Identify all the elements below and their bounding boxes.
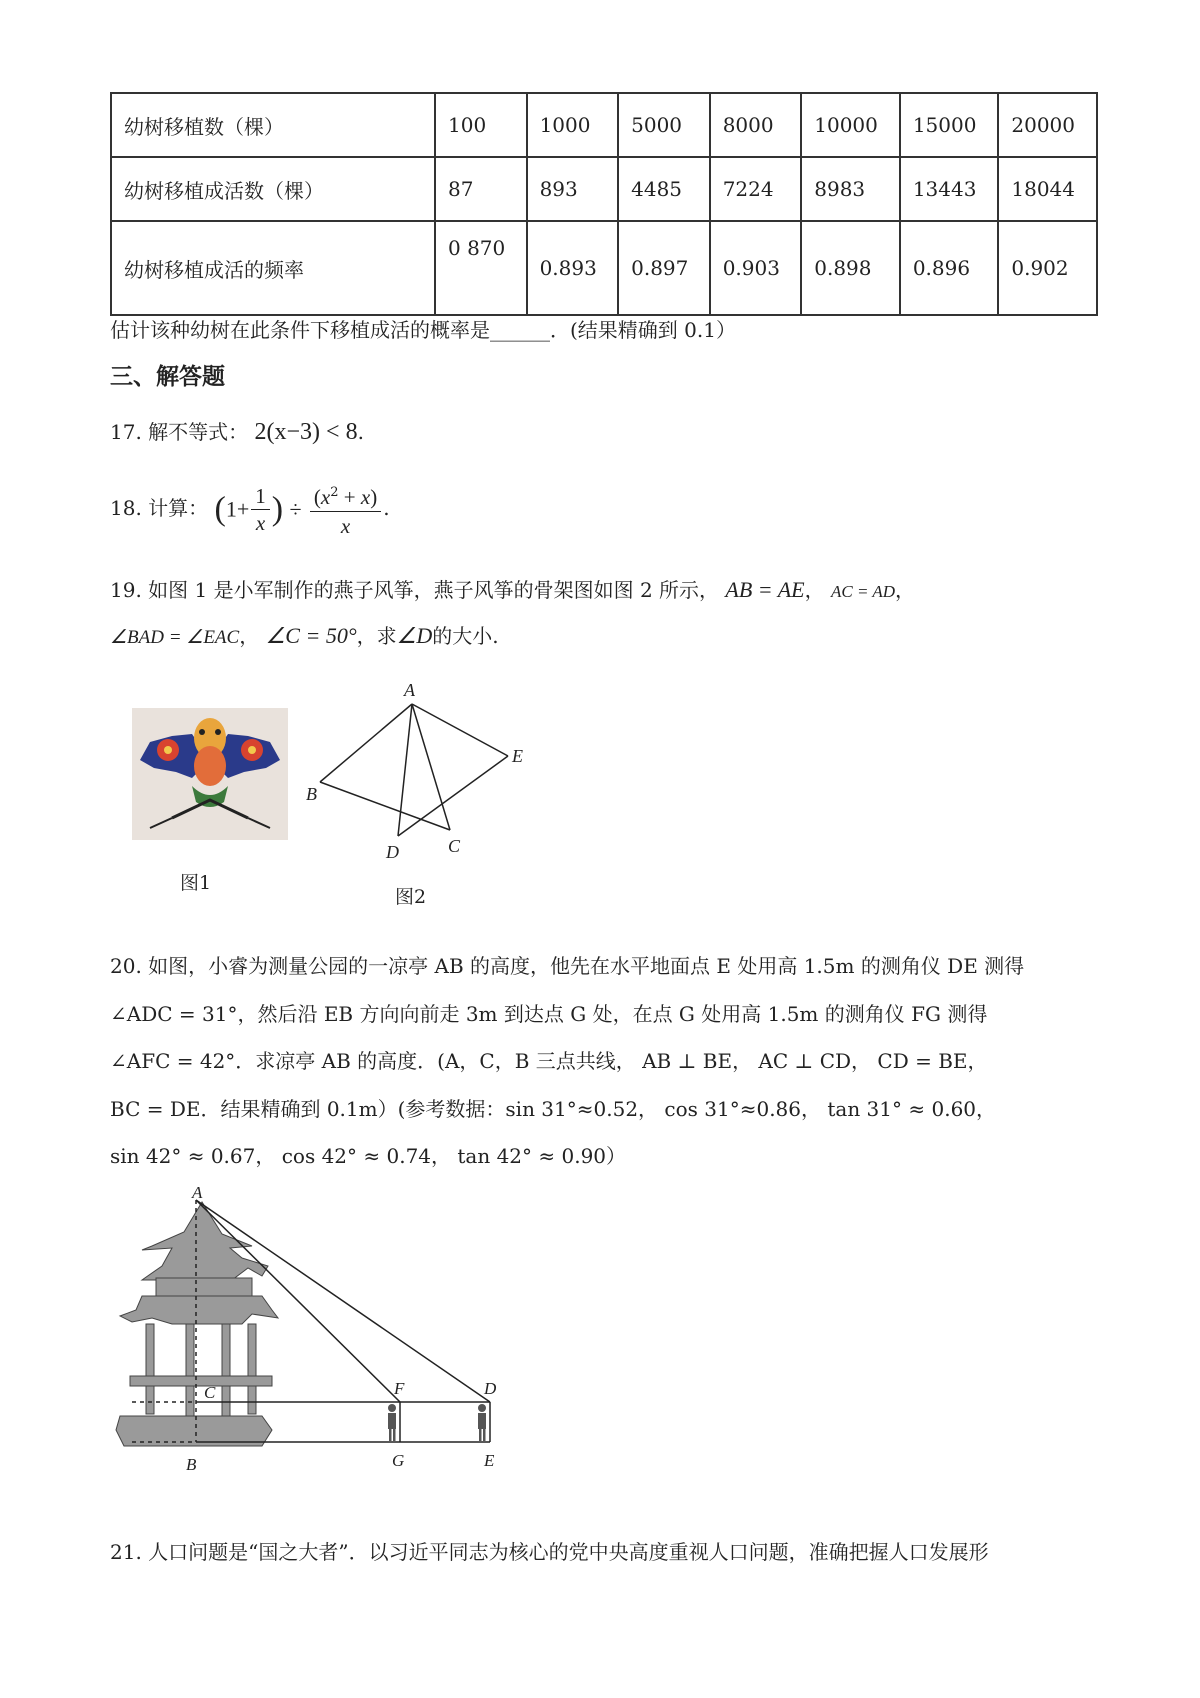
section-title: 三、解答题 <box>110 363 225 390</box>
segment-ad <box>398 704 412 836</box>
table-cell: 0.893 <box>527 221 619 315</box>
pavilion-railing <box>130 1376 272 1386</box>
question-17-expression: 2(x−3) < 8 <box>254 419 358 445</box>
fraction-one-over-x <box>251 483 270 536</box>
table-cell: 13443 <box>900 157 999 221</box>
pavilion-upper-roof <box>142 1202 268 1280</box>
pavilion-pillar <box>146 1324 154 1414</box>
surveyor-body <box>478 1413 486 1429</box>
vertex-a-label: A <box>404 682 415 700</box>
pavilion-upper-floor <box>156 1278 252 1296</box>
question-18-suffix: . <box>383 496 390 520</box>
angle-d: ∠D <box>396 623 433 648</box>
fraction-numerator: $(x^2 + x)$ <box>310 479 381 512</box>
pavilion-drawing <box>116 1202 278 1446</box>
question-19-text: 19. 如图 1 是小军制作的燕子风筝，燕子风筝的骨架图如图 2 所示， <box>110 578 720 602</box>
figure-1-caption: 图1 <box>180 872 212 894</box>
pavilion-pillar <box>222 1324 230 1420</box>
surveyor-figures <box>388 1404 486 1441</box>
question-19-line-2: ∠BAD = ∠EAC， ∠C = 50°，求∠D的大小. <box>110 623 499 648</box>
point-c-label: C <box>204 1383 216 1402</box>
table-cell: 0.903 <box>710 221 802 315</box>
point-b-label: B <box>186 1455 197 1474</box>
frequency-table <box>110 92 1098 316</box>
vertex-e-label: E <box>512 746 523 766</box>
table-cell: 87 <box>435 157 527 221</box>
fraction-denominator: x <box>255 511 266 535</box>
table-cell: 7224 <box>710 157 802 221</box>
table-cell: 0.896 <box>900 221 999 315</box>
table-cell: 1000 <box>527 93 619 157</box>
table-cell: 8000 <box>710 93 802 157</box>
table-cell: 0.898 <box>801 221 900 315</box>
condition-angle-c: ∠C = 50° <box>265 623 357 648</box>
table-cell: 4485 <box>618 157 710 221</box>
fraction-numerator: 1 <box>251 483 270 510</box>
question-20-line-3: ∠AFC = 42°．求凉亭 AB 的高度．(A，C，B 三点共线， AB ⊥ BE， AC ⊥ CD， CD = BE， <box>110 1049 988 1073</box>
pavilion-pillar <box>248 1324 256 1414</box>
condition-angle-equal: ∠BAD = ∠EAC <box>110 627 240 648</box>
point-a-label: A <box>192 1186 203 1202</box>
pavilion-lower-roof <box>120 1296 278 1324</box>
question-20-line-2: ∠ADC = 31°，然后沿 EB 方向向前走 3m 到达点 G 处，在点 G 处用高 1.5m 的测角仪 FG 测得 <box>110 1002 988 1026</box>
formula-one-plus: 1+ <box>225 496 250 522</box>
vertex-b-label: B <box>306 784 317 804</box>
fraction-denominator: x <box>340 514 351 538</box>
question-17-prefix: 17. 解不等式： <box>110 420 249 444</box>
formula-close-paren: ) <box>271 490 284 528</box>
table-cell: 8983 <box>801 157 900 221</box>
table-row <box>111 93 1097 157</box>
table-row-label: 幼树移植成活数（棵） <box>111 157 435 221</box>
division-sign: ÷ <box>289 496 302 522</box>
table-cell: 100 <box>435 93 527 157</box>
question-16-tail: 估计该种幼树在此条件下移植成活的概率是______．(结果精确到 0.1） <box>110 318 736 342</box>
vertex-d-label: D <box>386 842 399 862</box>
point-g-label: G <box>392 1451 405 1470</box>
table-row <box>111 221 1097 315</box>
question-20-line-5: sin 42° ≈ 0.67， cos 42° ≈ 0.74， tan 42° ≈ 0.90） <box>110 1144 627 1168</box>
table-cell: 18044 <box>998 157 1097 221</box>
question-17-suffix: . <box>357 420 364 444</box>
table-cell: 0.902 <box>998 221 1097 315</box>
question-19-line-1: 19. 如图 1 是小军制作的燕子风筝，燕子风筝的骨架图如图 2 所示， AB = AE， AC = AD， <box>110 577 916 602</box>
segment-ab <box>320 704 412 782</box>
table-row <box>111 157 1097 221</box>
kite-body <box>194 746 226 786</box>
condition-ab-ae: AB = AE <box>725 577 805 602</box>
question-21-line-1: 21. 人口问题是“国之大者”．以习近平同志为核心的党中央高度重视人口问题，准确把握人口发展形 <box>110 1540 989 1564</box>
table-cell: 10000 <box>801 93 900 157</box>
question-17 <box>110 416 364 446</box>
kite-photo <box>132 708 288 840</box>
table-cell: 0.897 <box>618 221 710 315</box>
pavilion-pillar <box>186 1324 194 1420</box>
table-cell: 15000 <box>900 93 999 157</box>
pavilion-measurement-diagram <box>112 1186 572 1506</box>
vertex-c-label: C <box>448 836 461 856</box>
question-18 <box>110 476 390 540</box>
table-row-label: 幼树移植成活的频率 <box>111 221 435 315</box>
surveyor-head <box>478 1404 486 1412</box>
point-d-label: D <box>484 1379 497 1398</box>
table-cell: 893 <box>527 157 619 221</box>
segment-ae <box>412 704 508 756</box>
point-e-label: E <box>484 1451 495 1470</box>
fraction-x2-plus-x-over-x <box>310 479 381 540</box>
condition-ac-ad: AC = AD <box>830 582 896 601</box>
table-row-label: 幼树移植数（棵） <box>111 93 435 157</box>
formula-open-paren: ( <box>214 490 226 528</box>
segment-ed <box>398 756 508 836</box>
figure-2-caption: 图2 <box>395 886 427 908</box>
question-20-line-1: 20. 如图，小睿为测量公园的一凉亭 AB 的高度，他先在水平地面点 E 处用高 1.5m 的测角仪 DE 测得 <box>110 954 1025 978</box>
question-19-end: 的大小. <box>432 624 499 648</box>
segment-bc <box>320 782 450 830</box>
question-20-line-4: BC = DE．结果精确到 0.1m）(参考数据：sin 31°≈0.52， cos 31°≈0.86， tan 31° ≈ 0.60， <box>110 1097 997 1121</box>
surveyor-body <box>388 1413 396 1429</box>
surveyor-head <box>388 1404 396 1412</box>
point-f-label: F <box>394 1379 405 1398</box>
question-18-prefix: 18. 计算： <box>110 496 209 520</box>
table-cell: 5000 <box>618 93 710 157</box>
table-cell: 20000 <box>998 93 1097 157</box>
kite-skeleton-diagram <box>300 682 560 862</box>
table-cell: 0 870 <box>435 221 527 315</box>
question-19-ask: ，求 <box>356 624 397 648</box>
